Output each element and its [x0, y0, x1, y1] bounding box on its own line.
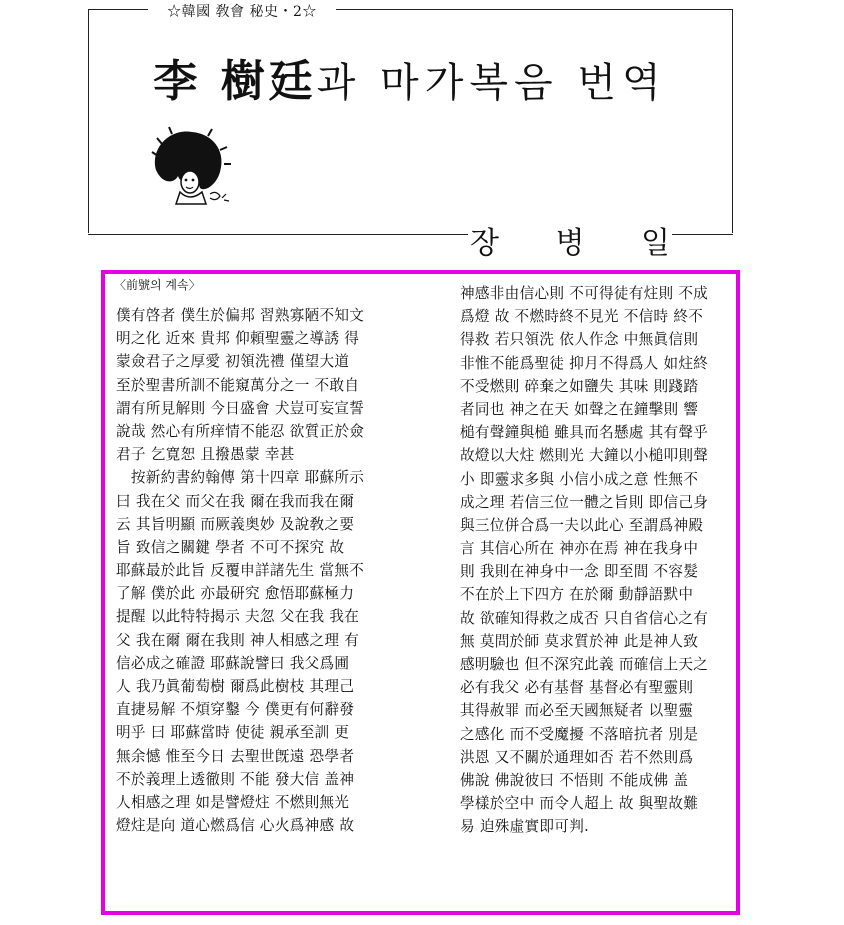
- text-line: 僕有啓者 僕生於偏邦 習熟寡陋不知文: [116, 307, 365, 324]
- text-line: 說哉 然心有所痒情不能忍 欲質正於僉: [116, 422, 365, 440]
- text-line: 耶蘇最於此旨 反覆申詳諸先生 當無不: [116, 562, 365, 580]
- text-line: 爲燈 故 不燃時終不見光 不信時 終不: [460, 308, 704, 326]
- text-line: 槌有聲鐘與槌 雖具而名懸處 其有聲乎: [460, 424, 709, 442]
- text-line: 佛說 佛說彼曰 不悟則 不能成佛 盖: [460, 771, 689, 789]
- text-line: 明之化 近來 貴邦 仰頼聖靈之導誘 得: [116, 330, 360, 348]
- text-line: 洪恩 又不關於通理如否 若不然則爲: [460, 748, 694, 766]
- text-line: 無 莫問於師 莫求質於神 此是神人致: [460, 632, 699, 650]
- text-line: 言 其信心所在 神亦在焉 神在我身中: [460, 540, 699, 558]
- text-line: 易 迫殊虛實即可判.: [460, 818, 590, 836]
- text-line: 則 我則在神身中一念 即至間 不容髮: [460, 563, 699, 581]
- series-label: ☆韓國 敎會 秘史・2☆: [167, 4, 317, 20]
- text-line: 至於聖書所訓不能窺萬分之一 不敢自: [116, 376, 360, 394]
- text-line: 成之理 若信三位一體之旨則 即信己身: [460, 493, 709, 511]
- text-line: 不於義理上透徹則 不能 發大信 盖神: [116, 770, 355, 788]
- text-line: 蒙僉君子之厚愛 初領洗禮 僅望大道: [116, 353, 350, 371]
- text-line: 信必成之確證 耶蘇說譬曰 我父爲圃: [116, 654, 350, 672]
- title-korean: 과 마가복음 번역: [316, 60, 667, 106]
- continued-label: 〈前號의 계속〉: [114, 278, 201, 292]
- author-char: 장: [470, 226, 499, 261]
- text-line: 按新約書約翰傳 第十四章 耶蘇所示: [116, 469, 365, 487]
- text-line: 直捷易解 不煩穿鑿 今 僕更有何辭發: [116, 701, 355, 719]
- text-line: 人 我乃眞葡萄樹 爾爲此樹枝 其理己: [116, 678, 355, 695]
- text-line: 得救 若只領洗 依人作念 中無眞信則: [460, 331, 699, 349]
- text-line: 曰 我在父 而父在我 爾在我而我在爾: [116, 492, 355, 510]
- text-line: 燈炷是向 道心燃爲信 心火爲神感 故: [116, 817, 355, 835]
- text-column-right: [460, 282, 736, 839]
- author-name: [470, 218, 670, 262]
- text-line: 其得赦罪 而必至天國無疑者 以聖靈: [460, 702, 694, 720]
- title-hanja: 李 樹廷: [153, 56, 317, 107]
- author-char: 일: [641, 226, 670, 261]
- text-line: 旨 致信之關鍵 學者 不可不探究 故: [116, 538, 345, 556]
- text-line: 人相感之理 如是譬燈炷 不燃則無光: [116, 793, 350, 811]
- header-bottom-rule-right: [672, 234, 733, 235]
- text-line: 與三位併合爲一夫以此心 至謂爲神殿: [460, 516, 704, 534]
- text-line: 小 即靈求多與 小信小成之意 性無不: [460, 470, 699, 488]
- text-line: 故 欲確知得救之成否 只自省信心之有: [460, 609, 709, 627]
- text-line: 之感化 而不受魔擾 不落暗抗者 別是: [460, 725, 699, 743]
- text-line: 提醒 以此特特揭示 夫忽 父在我 我在: [116, 608, 360, 626]
- text-line: 明乎 曰 耶蘇當時 使徒 親承至訓 更: [116, 724, 350, 742]
- text-line: 神感非由信心則 不可得徒有炷則 不成: [460, 285, 709, 302]
- text-line: 無余憾 惟至今日 去聖世旣遠 恐學者: [116, 747, 355, 765]
- text-line: 非惟不能爲聖徒 抑月不得爲人 如炷終: [460, 354, 709, 372]
- text-line: 必有我父 必有基督 基督必有聖靈則: [460, 679, 694, 697]
- text-line: 故燈以大炷 燃則光 大鐘以小槌叩則聲: [460, 447, 709, 465]
- text-line: 不受燃則 碎棄之如鹽失 其味 則踐踏: [460, 377, 699, 395]
- text-line: 云 其旨明顯 而厥義奥妙 及說敎之要: [116, 515, 355, 533]
- text-line: 了解 僕於此 亦最研究 愈悟耶蘇極力: [116, 585, 355, 603]
- text-column-left: [116, 304, 396, 837]
- author-char: 병: [555, 226, 585, 261]
- text-line: 不在於上下四方 在於爾 動靜語默中: [460, 586, 694, 604]
- text-line: 謂有所見解則 今日盛會 犬豈可妄宣誓: [116, 399, 365, 417]
- text-line: 者同也 神之在天 如聲之在鐘擊則 響: [460, 400, 699, 418]
- text-line: 學樣於空中 而令人超上 故 與聖故難: [460, 795, 699, 813]
- portrait-illustration: [148, 126, 234, 206]
- text-line: 君子 乞寛恕 且撥愚蒙 幸甚: [116, 446, 295, 464]
- article-title: [120, 45, 700, 109]
- header-bottom-rule-left: [88, 234, 468, 235]
- text-line: 父 我在爾 爾在我則 神人相感之理 有: [116, 631, 360, 649]
- text-line: 感明驗也 但不深究此義 而確信上天之: [460, 656, 709, 673]
